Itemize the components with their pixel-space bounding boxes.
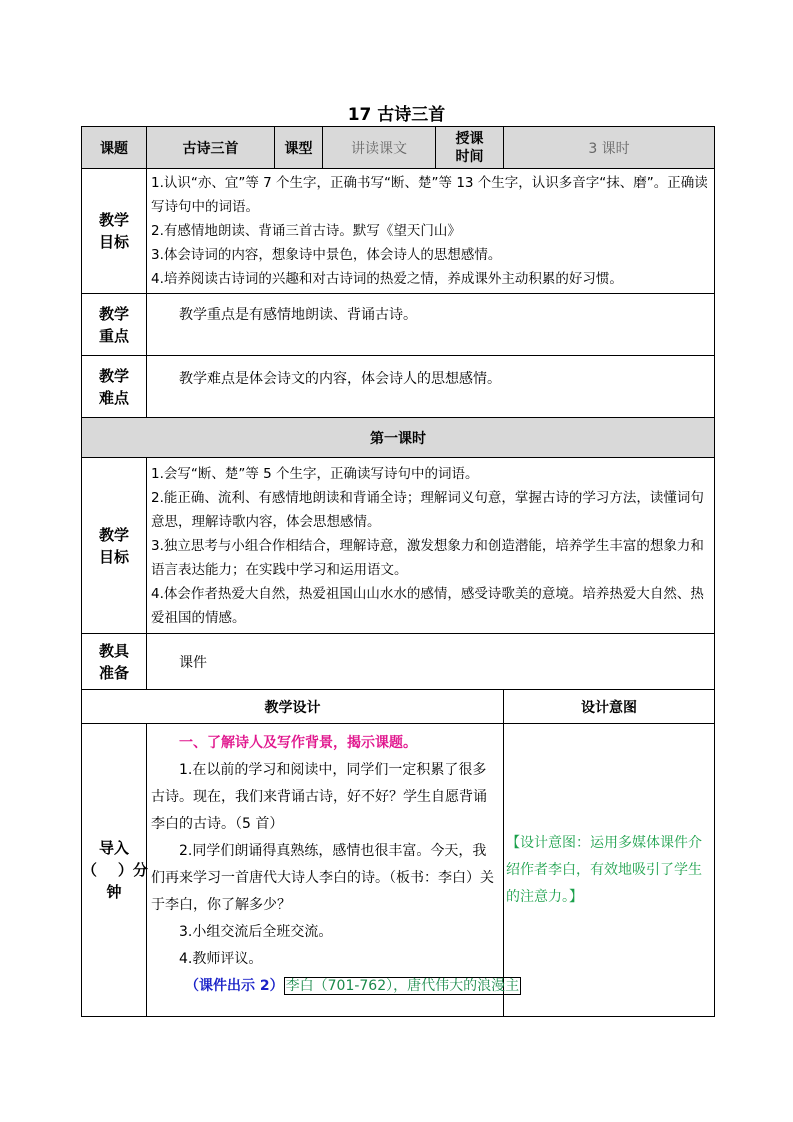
key-points-label-line-1: 教学 (98, 304, 129, 323)
type-value: 讲读课文 (323, 127, 436, 169)
topic-label: 课题 (82, 127, 147, 169)
intro-design-content (147, 724, 520, 1017)
lesson-plan-table (81, 126, 715, 1017)
page-title: 17 古诗三首 (347, 105, 446, 125)
lesson-one-objectives-label-line-2: 目标 (98, 547, 129, 566)
objectives-label-line-2: 目标 (98, 233, 129, 251)
difficulties-label-line-2: 难点 (98, 388, 129, 407)
lesson-one-heading-row (82, 418, 715, 458)
intro-label-line-2: （ ）分 (82, 861, 148, 879)
design-header-left: 教学设计 (82, 690, 504, 724)
intro-intent: 【设计意图：运用多媒体课件介绍作者李白，有效地吸引了学生的注意力。】 (504, 724, 715, 1017)
intro-paragraph: 4.教师评议。 (179, 951, 263, 967)
lesson-one-objectives-content (147, 458, 715, 634)
objectives-label-line-1: 教学 (98, 211, 129, 229)
hours-value: 3 课时 (504, 127, 715, 169)
lesson-one-objective-item: 1.会写“断、楚”等 5 个生字，正确读写诗句中的词语。 (151, 465, 479, 482)
objective-item: 2.有感情地朗读、背诵三首古诗。默写《望天门山》 (151, 223, 461, 239)
courseware-label: （课件出示 2） (185, 978, 284, 994)
courseware-line (151, 973, 520, 1000)
lesson-one-objectives-label-line-1: 教学 (98, 525, 129, 544)
lesson-one-heading: 第一课时 (82, 418, 715, 458)
hours-label-line-1: 授课 (455, 130, 484, 147)
key-points-label (82, 294, 147, 356)
tools-label-line-2: 准备 (98, 663, 129, 682)
objective-item: 4.培养阅读古诗词的兴趣和对古诗词的热爱之情，养成课外主动积累的好习惯。 (151, 271, 623, 287)
intro-paragraph: 1.在以前的学习和阅读中，同学们一定积累了很多古诗。现在，我们来背诵古诗，好不好？学生自愿背诵李白的古诗。（5 首） (151, 762, 487, 832)
lesson-one-objective-item: 2.能正确、流利、有感情地朗读和背诵全诗；理解词义句意，掌握古诗的学习方法，读懂词句意思，理解诗歌内容，体会思想感情。 (151, 489, 704, 530)
intro-label (82, 724, 147, 1017)
courseware-box: 李白（701-762），唐代伟大的浪漫主 (285, 978, 520, 994)
design-header-row (82, 690, 715, 724)
intro-section-title: 一、了解诗人及写作背景，揭示课题。 (179, 735, 417, 751)
header-row (82, 127, 715, 169)
design-header-right: 设计意图 (504, 690, 715, 724)
lesson-one-objective-item: 4.体会作者热爱大自然，热爱祖国山山水水的感情，感受诗歌美的意境。培养热爱大自然、热爱祖国的情感。 (151, 585, 704, 626)
tools-label (82, 634, 147, 690)
difficulties-label (82, 356, 147, 418)
intro-label-line-3: 钟 (106, 883, 122, 901)
hours-label (436, 127, 504, 169)
difficulties-row (82, 356, 715, 418)
topic-value: 古诗三首 (147, 127, 275, 169)
objective-item: 3.体会诗词的内容，想象诗中景色，体会诗人的思想感情。 (151, 247, 502, 263)
objectives-row (82, 169, 715, 294)
difficulties-text: 教学难点是体会诗文的内容，体会诗人的思想感情。 (147, 356, 715, 418)
objective-item: 1.认识“亦、宜”等 7 个生字，正确书写“断、楚”等 13 个生字，认识多音字“抹、磨”。正确读写诗句中的词语。 (151, 175, 708, 215)
objectives-content (147, 169, 715, 294)
lesson-one-objective-item: 3.独立思考与小组合作相结合，理解诗意，激发想象力和创造潜能，培养学生丰富的想象力和语言表达能力；在实践中学习和运用语文。 (151, 537, 704, 578)
key-points-text: 教学重点是有感情地朗读、背诵古诗。 (147, 294, 715, 356)
key-points-row (82, 294, 715, 356)
difficulties-label-line-1: 教学 (98, 366, 129, 385)
key-points-label-line-2: 重点 (98, 326, 129, 345)
tools-label-line-1: 教具 (98, 641, 129, 660)
type-label: 课型 (275, 127, 323, 169)
intro-paragraph: 2.同学们朗诵得真熟练，感情也很丰富。今天，我们再来学习一首唐代大诗人李白的诗。（板书：李白）关于李白，你了解多少？ (151, 843, 494, 913)
intro-label-line-1: 导入 (98, 839, 129, 857)
tools-row (82, 634, 715, 690)
tools-text: 课件 (147, 634, 715, 690)
objectives-label (82, 169, 147, 294)
intro-row (82, 724, 715, 1017)
hours-label-line-2: 时间 (455, 148, 484, 165)
lesson-one-objectives-row (82, 458, 715, 634)
lesson-one-objectives-label (82, 458, 147, 634)
intro-paragraph: 3.小组交流后全班交流。 (179, 924, 333, 940)
